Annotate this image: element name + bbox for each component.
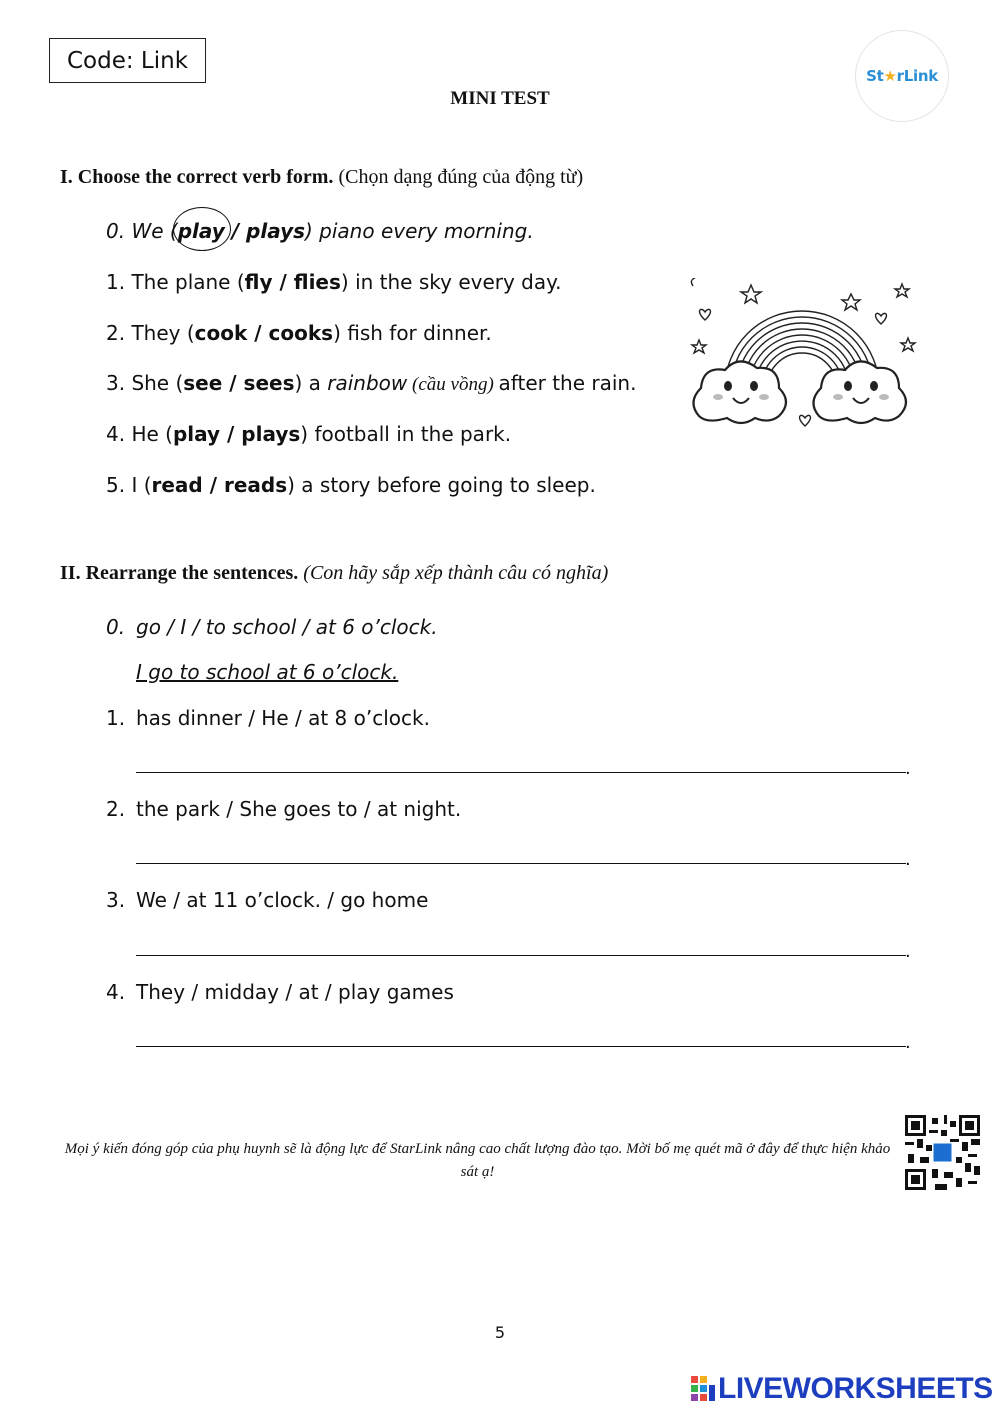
section2-example-answer: I go to school at 6 o’clock. <box>136 660 399 684</box>
section2-item: 4. They / midday / at / play games <box>106 980 454 1004</box>
answer-line[interactable] <box>136 863 906 864</box>
answer-line[interactable] <box>136 1046 906 1047</box>
section1-item: 2. They (cook / cooks) fish for dinner. <box>106 321 492 345</box>
starlink-logo: St★rLink <box>855 30 949 122</box>
footer-note: Mọi ý kiến đóng góp của phụ huynh sẽ là động lực để StarLink nâng cao chất lượng đào tạo. Mời bố mẹ quét mã ở đây để thực hiện khảo sát ạ! <box>64 1141 891 1180</box>
section1-item: 4. He (play / plays) football in the park. <box>106 422 512 446</box>
code-box <box>49 38 206 83</box>
code-label: Code: Link <box>66 47 189 74</box>
qr-code-icon[interactable] <box>905 1115 980 1190</box>
section1-example: 0. We (play / plays) piano every morning. <box>106 219 534 243</box>
rainbow-illustration <box>685 278 920 440</box>
liveworksheets-logo-icon <box>690 1374 716 1404</box>
section1-item: 5. I (read / reads) a story before going to sleep. <box>106 473 596 497</box>
answer-line[interactable] <box>136 772 906 773</box>
section2-item: 1. has dinner / He / at 8 o’clock. <box>106 706 430 730</box>
page-title: MINI TEST <box>450 88 550 109</box>
section2-item: 2. the park / She goes to / at night. <box>106 797 462 821</box>
answer-line[interactable] <box>136 955 906 956</box>
liveworksheets-brand <box>690 1372 993 1406</box>
page-number: 5 <box>494 1323 506 1342</box>
section2-heading: II. Rearrange the sentences. (Con hãy sắp xếp thành câu có nghĩa) <box>60 562 609 584</box>
section2-item: 3. We / at 11 o’clock. / go home <box>106 888 429 912</box>
section2-example: 0. go / I / to school / at 6 o’clock. <box>106 615 438 639</box>
section1-item: 1. The plane (fly / flies) in the sky every day. <box>106 270 562 294</box>
liveworksheets-wordmark: LIVEWORKSHEETS <box>718 1372 993 1405</box>
section1-item: 3. She (see / sees) a rainbow (cầu vồng) after the rain. <box>106 371 637 395</box>
section1-heading: I. Choose the correct verb form. (Chọn dạng đúng của động từ) <box>60 166 584 188</box>
star-icon: ★ <box>883 67 897 85</box>
